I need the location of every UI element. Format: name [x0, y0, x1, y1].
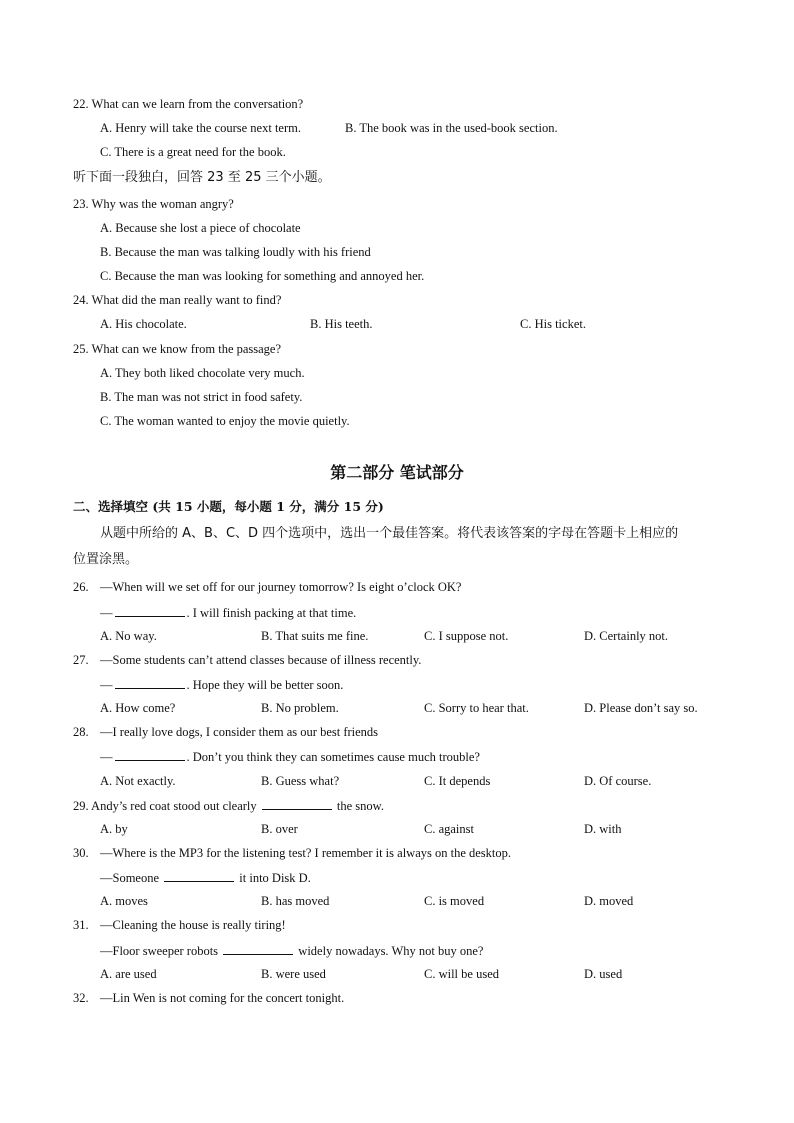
q26-option-c: C. I suppose not.: [424, 629, 509, 643]
q32-number: 32.: [73, 991, 89, 1005]
q22-stem: 22. What can we learn from the conversation?: [73, 97, 304, 111]
q31-option-c: C. will be used: [424, 967, 499, 981]
q30-option-c: C. is moved: [424, 894, 485, 908]
q22-option-a: A. Henry will take the course next term.: [100, 121, 301, 135]
q28-line1: —I really love dogs, I consider them as our best friends: [100, 725, 379, 739]
q27-option-b: B. No problem.: [261, 701, 339, 715]
q28-blank: [115, 748, 185, 761]
q29-stem-post: the snow.: [336, 799, 385, 813]
q26-option-b: B. That suits me fine.: [261, 629, 369, 643]
q25-option-b: B. The man was not strict in food safety.: [100, 390, 303, 404]
q30-blank: [164, 869, 234, 882]
q22-option-b: B. The book was in the used-book section.: [345, 121, 558, 135]
q28-option-a: A. Not exactly.: [100, 774, 176, 788]
q31-number: 31.: [73, 918, 89, 932]
q27-number: 27.: [73, 653, 89, 667]
q27-line2: [100, 676, 343, 693]
q29-stem-pre: 29. Andy’s red coat stood out clearly: [73, 799, 257, 813]
q30-line2-post: it into Disk D.: [239, 871, 311, 885]
q26-blank: [115, 604, 185, 617]
q26-line2: [100, 604, 356, 621]
directions-line1: 从题中所给的 A、B、C、D 四个选项中，选出一个最佳答案。将代表该答案的字母在答题卡上相应的: [100, 526, 679, 541]
q28-option-c: C. It depends: [424, 774, 491, 788]
q29-option-a: A. by: [100, 822, 128, 836]
q30-option-d: D. moved: [584, 894, 634, 908]
q27-option-d: D. Please don’t say so.: [584, 701, 698, 715]
q27-line2-post: . Hope they will be better soon.: [186, 678, 344, 692]
q27-line1: —Some students can’t attend classes because of illness recently.: [100, 653, 422, 667]
q25-option-c: C. The woman wanted to enjoy the movie quietly.: [100, 414, 350, 428]
q23-option-b: B. Because the man was talking loudly with his friend: [100, 245, 371, 259]
q26-line2-pre: —: [100, 606, 113, 620]
q26-number: 26.: [73, 580, 89, 594]
q26-option-d: D. Certainly not.: [584, 629, 669, 643]
q28-option-d: D. Of course.: [584, 774, 652, 788]
q23-stem: 23. Why was the woman angry?: [73, 197, 234, 211]
section-heading: 二、选择填空 (共 15 小题，每小题 1 分，满分 15 分): [73, 499, 384, 514]
q24-option-c: C. His ticket.: [520, 317, 586, 331]
q31-line2: [100, 942, 483, 959]
q28-line2: [100, 748, 480, 765]
q26-option-a: A. No way.: [100, 629, 157, 643]
q31-line2-pre: —Floor sweeper robots: [100, 944, 219, 958]
q31-option-d: D. used: [584, 967, 623, 981]
q25-stem: 25. What can we know from the passage?: [73, 342, 282, 356]
q26-line1: —When will we set off for our journey tomorrow? Is eight o’clock OK?: [100, 580, 462, 594]
q27-option-a: A. How come?: [100, 701, 176, 715]
q32-line1: —Lin Wen is not coming for the concert tonight.: [100, 991, 345, 1005]
q31-line2-post: widely nowadays. Why not buy one?: [298, 944, 484, 958]
q30-option-a: A. moves: [100, 894, 148, 908]
q23-option-a: A. Because she lost a piece of chocolate: [100, 221, 301, 235]
q30-line2-pre: —Someone: [100, 871, 160, 885]
q31-blank: [223, 942, 293, 955]
q28-option-b: B. Guess what?: [261, 774, 340, 788]
q24-stem: 24. What did the man really want to find?: [73, 293, 282, 307]
listening-instruction: 听下面一段独白，回答 23 至 25 三个小题。: [73, 170, 331, 185]
part2-title: 第二部分 笔试部分: [330, 463, 464, 482]
q27-option-c: C. Sorry to hear that.: [424, 701, 529, 715]
q30-number: 30.: [73, 846, 89, 860]
q28-number: 28.: [73, 725, 89, 739]
q24-option-a: A. His chocolate.: [100, 317, 187, 331]
q24-option-b: B. His teeth.: [310, 317, 373, 331]
q29-stem: [73, 797, 384, 814]
q28-line2-post: . Don’t you think they can sometimes cause much trouble?: [186, 750, 480, 764]
q30-line2: [100, 869, 311, 886]
q25-option-a: A. They both liked chocolate very much.: [100, 366, 305, 380]
q26-line2-post: . I will finish packing at that time.: [186, 606, 357, 620]
q22-option-c: C. There is a great need for the book.: [100, 145, 286, 159]
q31-line1: —Cleaning the house is really tiring!: [100, 918, 286, 932]
q29-option-c: C. against: [424, 822, 474, 836]
q29-blank: [262, 797, 332, 810]
q29-option-d: D. with: [584, 822, 622, 836]
q23-option-c: C. Because the man was looking for something and annoyed her.: [100, 269, 425, 283]
q30-option-b: B. has moved: [261, 894, 330, 908]
q30-line1: —Where is the MP3 for the listening test? I remember it is always on the desktop.: [100, 846, 512, 860]
q28-line2-pre: —: [100, 750, 113, 764]
q31-option-a: A. are used: [100, 967, 157, 981]
q27-line2-pre: —: [100, 678, 113, 692]
q31-option-b: B. were used: [261, 967, 326, 981]
q29-option-b: B. over: [261, 822, 298, 836]
directions-line2: 位置涂黑。: [73, 552, 139, 567]
q27-blank: [115, 676, 185, 689]
